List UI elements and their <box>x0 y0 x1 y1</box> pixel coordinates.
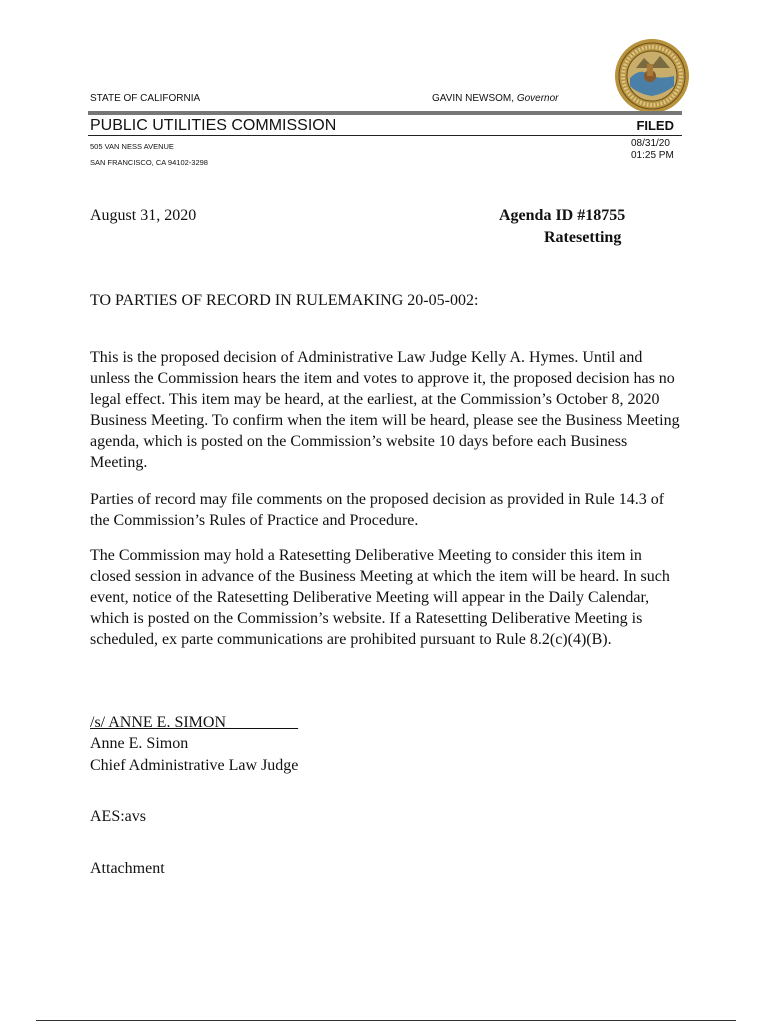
letter-date: August 31, 2020 <box>90 207 197 224</box>
address-line-2: SAN FRANCISCO, CA 94102-3298 <box>90 158 208 167</box>
agency-divider <box>88 135 682 136</box>
agenda-id: Agenda ID #18755 <box>499 207 626 224</box>
signer-name: Anne E. Simon <box>90 735 189 752</box>
filed-time: 01:25 PM <box>631 150 674 161</box>
paragraph-comments: Parties of record may file comments on the proposed decision as provided in Rule 14.3 of the Commission’s Rules of Practice and Procedure. <box>90 491 665 529</box>
salutation: TO PARTIES OF RECORD IN RULEMAKING 20-05-002: <box>90 292 479 309</box>
paragraph-proposed-decision: This is the proposed decision of Administrative Law Judge Kelly A. Hymes. Until and unless the Commission hears the item and votes to approve it, the proposed decision has no legal effect. This item may be heard, at the earliest, at the Commission’s October 8, 2020 Business Meeting. To confirm when the item will be heard, please see the Business Meeting agenda, which is posted on the Commission’s website 10 days before each Business Meeting. <box>90 349 680 471</box>
signature-line: /s/ ANNE E. SIMON_________ <box>90 714 299 731</box>
filed-date: 08/31/20 <box>631 138 670 149</box>
footer-divider <box>36 1020 736 1021</box>
governor-name: GAVIN NEWSOM, <box>432 93 517 104</box>
agency-name: PUBLIC UTILITIES COMMISSION <box>90 117 337 134</box>
address-line-1: 505 VAN NESS AVENUE <box>90 142 174 151</box>
filed-label: FILED <box>636 118 674 133</box>
state-name: STATE OF CALIFORNIA <box>90 93 201 104</box>
paragraph-deliberative-meeting: The Commission may hold a Ratesetting Deliberative Meeting to consider this item in closed session in advance of the Business Meeting at which the item will be heard. In such event, notice of the Ratesetting Deliberative Meeting will appear in the Daily Calendar, which is posted on the Commission’s website. If a Ratesetting Deliberative Meeting is scheduled, ex parte communications are prohibited pursuant to Rule 8.2(c)(4)(B). <box>90 547 670 648</box>
letterhead-divider <box>88 111 682 115</box>
proceeding-category: Ratesetting <box>544 229 622 246</box>
governor-title: Governor <box>516 93 559 104</box>
california-puc-seal-icon <box>614 38 690 114</box>
enclosure-notation: Attachment <box>90 860 165 877</box>
governor-line <box>432 93 559 104</box>
reference-initials: AES:avs <box>90 808 146 825</box>
filed-stamp <box>631 138 674 162</box>
signer-title: Chief Administrative Law Judge <box>90 757 299 774</box>
